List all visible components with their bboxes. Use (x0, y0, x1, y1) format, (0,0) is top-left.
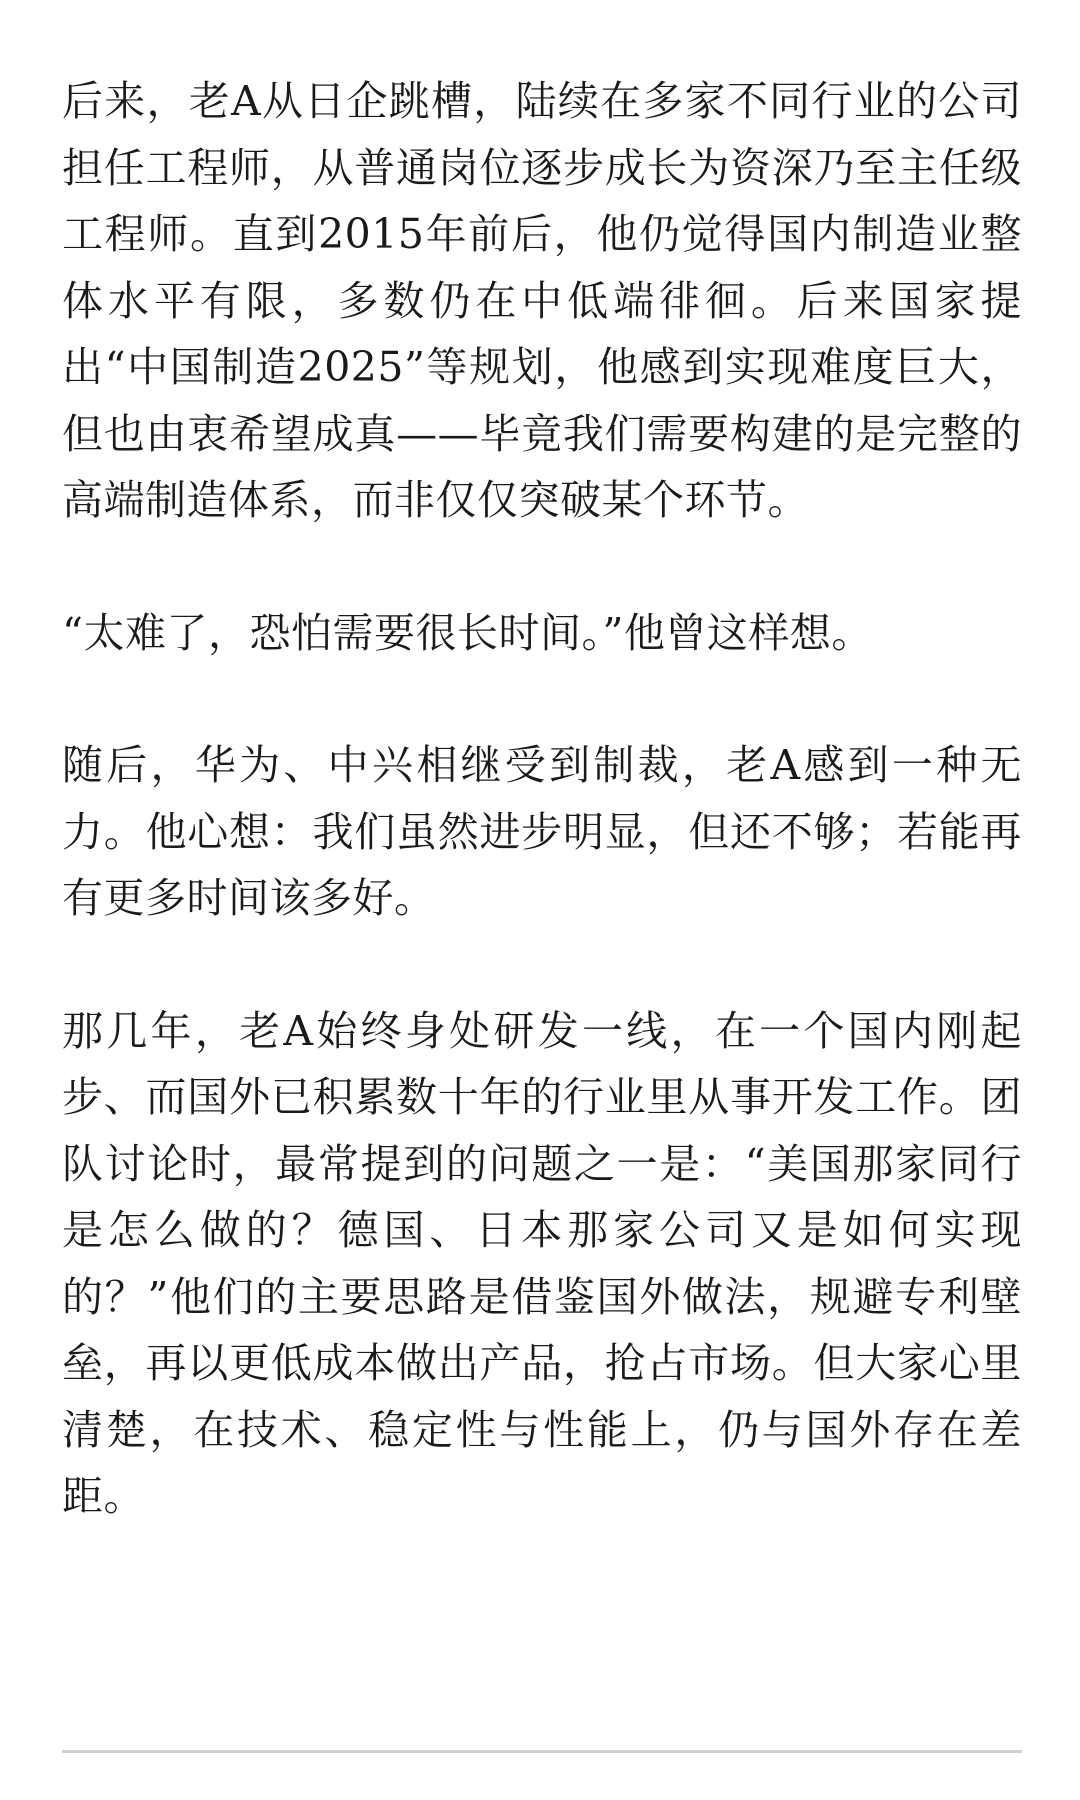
paragraph-career-history: 后来，老A从日企跳槽，陆续在多家不同行业的公司担任工程师，从普通岗位逐步成长为资深乃至主任级工程师。直到2015年前后，他仍觉得国内制造业整体水平有限，多数仍在中低端徘徊。后来国家提出“中国制造2025”等规划，他感到实现难度巨大，但也由衷希望成真——毕竟我们需要构建的是完整的高端制造体系，而非仅仅突破某个环节。 (62, 77, 1022, 524)
article-body (62, 68, 1022, 1530)
section-divider (62, 1750, 1022, 1753)
paragraph-sanctions: 随后，华为、中兴相继受到制裁，老A感到一种无力。他心想：我们虽然进步明显，但还不够；若能再有更多时间该多好。 (62, 741, 1022, 922)
paragraph-quote-too-hard: “太难了，恐怕需要很长时间。”他曾这样想。 (62, 608, 873, 657)
paragraph-rnd-frontline: 那几年，老A始终身处研发一线，在一个国内刚起步、而国外已积累数十年的行业里从事开发工作。团队讨论时，最常提到的问题之一是：“美国那家同行是怎么做的？德国、日本那家公司又是如何实现的？”他们的主要思路是借鉴国外做法，规避专利壁垒，再以更低成本做出产品，抢占市场。但大家心里清楚，在技术、稳定性与性能上，仍与国外存在差距。 (62, 1006, 1022, 1520)
